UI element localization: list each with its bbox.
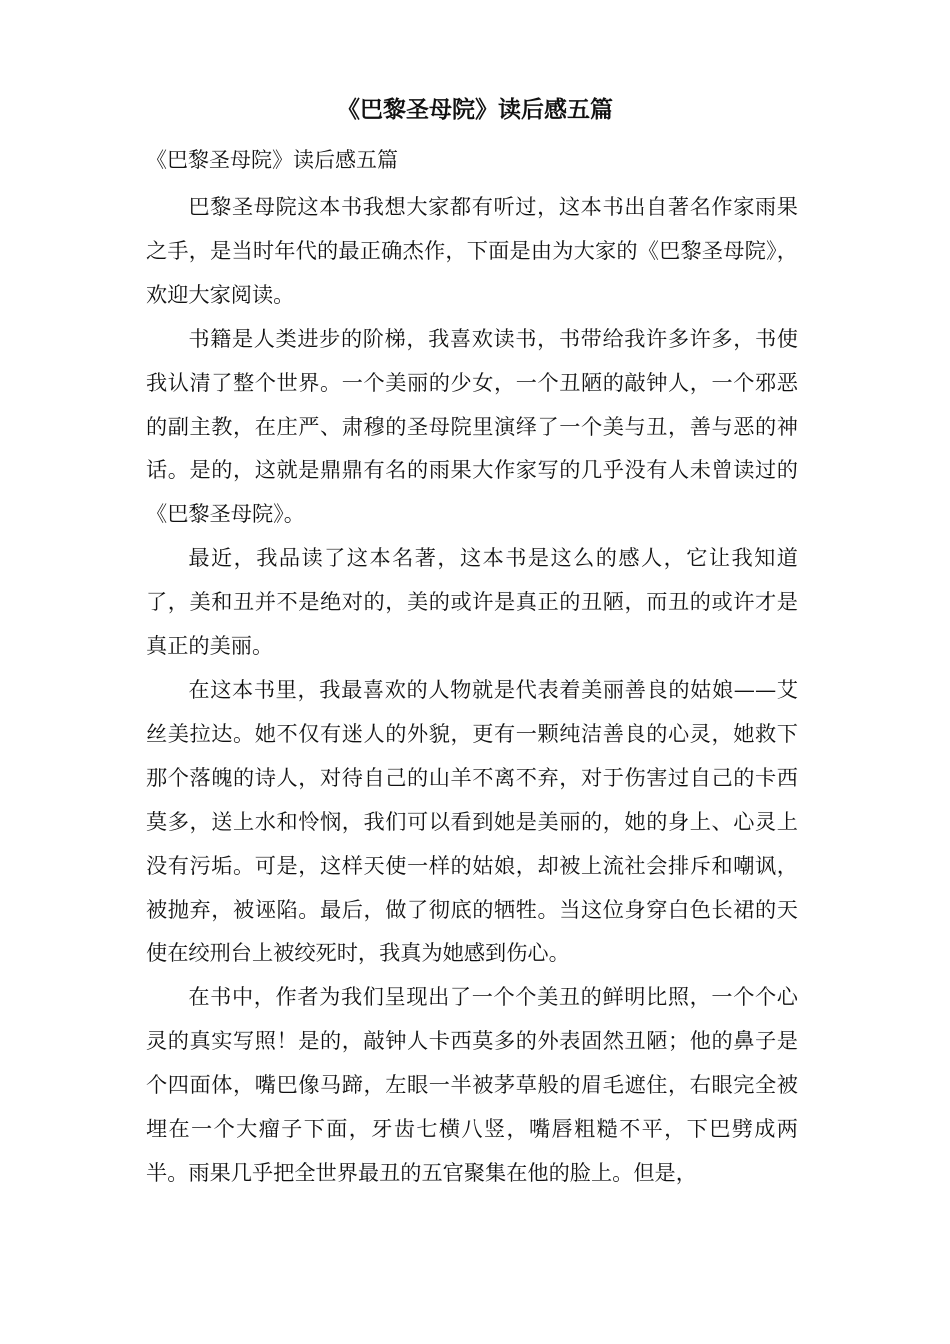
paragraph-2: 书籍是人类进步的阶梯，我喜欢读书，书带给我许多许多，书使我认清了整个世界。一个美丽的少女，一个丑陋的敲钟人，一个邪恶的副主教，在庄严、肃穆的圣母院里演绎了一个美与丑，善与恶的神话。是的，这就是鼎鼎有名的雨果大作家写的几乎没有人未曾读过的《巴黎圣母院》。 [146,325,798,527]
paragraph-5: 在书中，作者为我们呈现出了一个个美丑的鲜明比照，一个个心灵的真实写照！是的，敲钟人卡西莫多的外表固然丑陋；他的鼻子是个四面体，嘴巴像马蹄，左眼一半被茅草般的眉毛遮住，右眼完全被埋在一个大瘤子下面，牙齿七横八竖，嘴唇粗糙不平，下巴劈成两半。雨果几乎把全世界最丑的五官聚集在他的脸上。但是， [146,984,798,1185]
document-body [146,185,798,1195]
document-title: 《巴黎圣母院》读后感五篇 [337,96,613,123]
paragraph-4: 在这本书里，我最喜欢的人物就是代表着美丽善良的姑娘——艾丝美拉达。她不仅有迷人的外貌，更有一颗纯洁善良的心灵，她救下那个落魄的诗人，对待自己的山羊不离不弃，对于伤害过自己的卡西莫多，送上水和怜悯，我们可以看到她是美丽的，她的身上、心灵上没有污垢。可是，这样天使一样的姑娘，却被上流社会排斥和嘲讽，被抛弃，被诬陷。最后，做了彻底的牺牲。当这位身穿白色长裙的天使在绞刑台上被绞死时，我真为她感到伤心。 [146,676,798,966]
paragraph-1: 巴黎圣母院这本书我想大家都有听过，这本书出自著名作家雨果之手，是当时年代的最正确杰作，下面是由为大家的《巴黎圣母院》，欢迎大家阅读。 [146,194,798,307]
paragraph-3: 最近，我品读了这本名著，这本书是这么的感人，它让我知道了，美和丑并不是绝对的，美的或许是真正的丑陋，而丑的或许才是真正的美丽。 [146,545,798,659]
document-subtitle: 《巴黎圣母院》读后感五篇 [146,148,398,172]
